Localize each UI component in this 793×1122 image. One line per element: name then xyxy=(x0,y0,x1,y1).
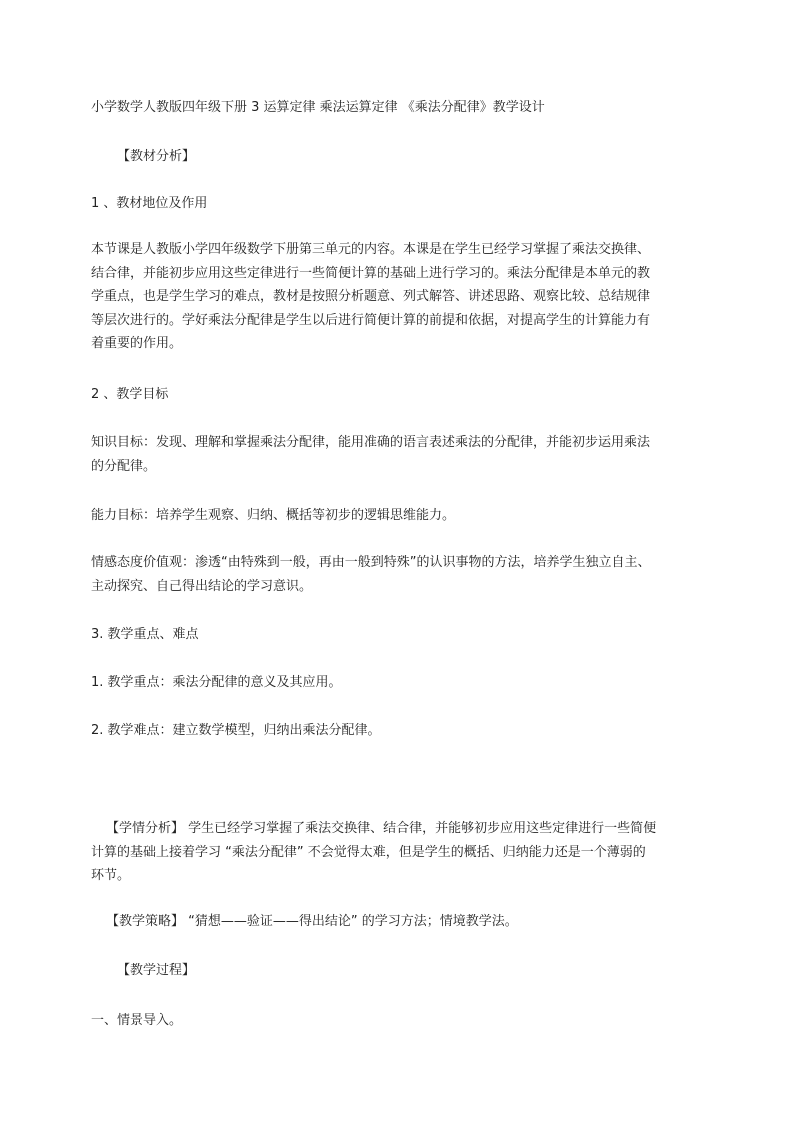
item2-heading: 2 、教学目标 xyxy=(91,387,169,402)
step1-heading: 一、情景导入。 xyxy=(91,1013,183,1028)
section-teaching-process-heading: 【教学过程】 xyxy=(117,963,196,978)
key-point: 1. 教学重点：乘法分配律的意义及其应用。 xyxy=(91,675,342,690)
learning-analysis-line: 计算的基础上接着学习 “乘法分配律” 不会觉得太难，但是学生的概括、归纳能力还是一个薄弱的 xyxy=(91,844,646,860)
item1-line: 学重点，也是学生学习的难点，教材是按照分析题意、列式解答、讲述思路、观察比较、总结规律 xyxy=(91,289,651,304)
learning-analysis-paragraph xyxy=(91,817,703,888)
emotion-goal-line: 情感态度价值观：渗透“由特殊到一般，再由一般到特殊”的认识事物的方法，培养学生独立自主、 xyxy=(91,555,651,570)
difficulty-point: 2. 教学难点：建立数学模型，归纳出乘法分配律。 xyxy=(91,723,381,738)
item1-line: 结合律，并能初步应用这些定律进行一些简便计算的基础上进行学习的。乘法分配律是本单元的教 xyxy=(91,265,651,281)
emotion-goal-line: 主动探究、自己得出结论的学习意识。 xyxy=(91,578,313,594)
section-material-analysis-heading: 【教材分析】 xyxy=(117,149,196,164)
item1-heading: 1 、教材地位及作用 xyxy=(91,196,208,211)
item1-line: 着重要的作用。 xyxy=(91,336,183,351)
emotion-goal-paragraph xyxy=(91,551,703,598)
learning-analysis-line: 【学情分析】 学生已经学习掌握了乘法交换律、结合律，并能够初步应用这些定律进行一些简便 xyxy=(106,821,657,836)
knowledge-goal-line: 知识目标：发现、理解和掌握乘法分配律，能用准确的语言表述乘法的分配律，并能初步运用乘法 xyxy=(91,435,651,450)
item1-paragraph xyxy=(91,238,703,356)
document-title: 小学数学人教版四年级下册 3 运算定律 乘法运算定律 《乘法分配律》教学设计 xyxy=(91,100,545,115)
ability-goal: 能力目标：培养学生观察、归纳、概括等初步的逻辑思维能力。 xyxy=(91,508,456,523)
item3-heading: 3. 教学重点、难点 xyxy=(91,627,199,642)
teaching-strategy: 【教学策略】 “猜想——验证——得出结论” 的学习方法；情境教学法。 xyxy=(106,914,518,929)
knowledge-goal-paragraph xyxy=(91,431,703,478)
learning-analysis-line: 环节。 xyxy=(91,868,131,883)
item1-line: 本节课是人教版小学四年级数学下册第三单元的内容。本课是在学生已经学习掌握了乘法交换律、 xyxy=(91,242,651,257)
item1-line: 等层次进行的。学好乘法分配律是学生以后进行简便计算的前提和依据，对提高学生的计算能力有 xyxy=(91,312,651,328)
knowledge-goal-line: 的分配律。 xyxy=(91,458,157,474)
